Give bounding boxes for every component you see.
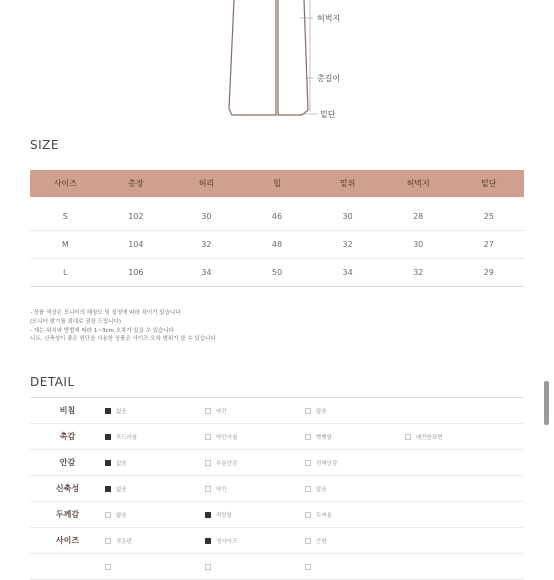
header-cell: 힙 [273, 179, 281, 188]
detail-options [105, 511, 524, 519]
detail-label: 안감 [59, 458, 76, 467]
table-cell: 32 [342, 240, 353, 249]
checked-box-icon [105, 460, 111, 466]
table-cell: M [61, 240, 69, 249]
pants-right-leg [278, 0, 308, 115]
header-cell: 밑단 [481, 179, 497, 188]
detail-row [30, 450, 524, 476]
detail-options [105, 537, 524, 545]
detail-option-label: 약간거침 [216, 434, 238, 441]
callout-thigh: 허벅지 [317, 14, 341, 23]
table-cell: 28 [413, 212, 424, 221]
detail-option [305, 511, 405, 519]
detail-option-label: 부분안감 [216, 460, 238, 467]
pants-drawing [0, 0, 554, 130]
detail-row [30, 424, 524, 450]
callout-length: 총길이 [317, 74, 341, 83]
unchecked-box-icon [305, 538, 311, 544]
unchecked-box-icon [405, 434, 411, 440]
detail-options [105, 433, 524, 441]
table-row [30, 231, 524, 259]
detail-options [105, 485, 524, 493]
detail-label: 신축성 [55, 484, 80, 493]
note-line: - 상품 색상은 모니터의 해상도 및 설정에 따라 차이가 있습니다 [30, 310, 181, 316]
detail-option [105, 459, 205, 467]
detail-option [305, 564, 405, 570]
detail-label: 사이즈 [55, 536, 80, 545]
size-table [30, 170, 524, 287]
unchecked-box-icon [305, 486, 311, 492]
table-cell: 48 [271, 240, 283, 249]
detail-options [105, 459, 524, 467]
unchecked-box-icon [305, 460, 311, 466]
unchecked-box-icon [105, 538, 111, 544]
unchecked-box-icon [205, 486, 211, 492]
detail-option [205, 407, 305, 415]
header-cell: 밑위 [339, 179, 356, 188]
detail-option [105, 485, 205, 493]
table-cell: 32 [413, 268, 424, 277]
detail-option [205, 537, 305, 545]
detail-option-label: 없음 [116, 408, 127, 415]
table-cell: 29 [483, 268, 494, 277]
table-cell: 27 [483, 240, 494, 249]
detail-option [405, 433, 505, 441]
note-line: 니트, 신축성이 좋은 원단을 사용한 상품은 사이즈 오차 범위가 클 수 있습니다 [30, 336, 216, 343]
size-section-title: SIZE [30, 138, 59, 152]
checked-box-icon [105, 434, 111, 440]
detail-options [105, 407, 524, 415]
checked-box-icon [205, 512, 211, 518]
header-cell: 사이즈 [53, 179, 77, 188]
detail-option-label: 두꺼움 [316, 512, 332, 519]
detail-row [30, 554, 524, 580]
detail-option-label: 작은편 [116, 538, 132, 545]
unchecked-box-icon [105, 512, 111, 518]
table-cell: 25 [483, 212, 494, 221]
pants-left-leg [229, 0, 276, 115]
detail-label: 비침 [59, 406, 76, 415]
unchecked-box-icon [305, 434, 311, 440]
detail-option [205, 564, 305, 570]
detail-options [105, 564, 524, 570]
detail-option-label: 부드러움 [116, 434, 138, 441]
callout-hem: 밑단 [320, 110, 336, 119]
unchecked-box-icon [305, 564, 311, 570]
detail-option [305, 407, 405, 415]
detail-option-label: 없음 [116, 460, 127, 467]
table-cell: 104 [128, 240, 144, 249]
table-cell: 32 [201, 240, 212, 249]
unchecked-box-icon [205, 434, 211, 440]
detail-label: 촉감 [59, 432, 76, 441]
unchecked-box-icon [205, 460, 211, 466]
detail-option-label: 전체안감 [316, 460, 338, 467]
unchecked-box-icon [305, 512, 311, 518]
table-cell: 30 [201, 212, 212, 221]
detail-table [30, 397, 524, 580]
detail-option-label: 큰편 [316, 538, 327, 545]
detail-option [305, 459, 405, 467]
table-cell: 30 [413, 240, 424, 249]
detail-option [205, 433, 305, 441]
detail-option-label: 많음 [316, 486, 327, 493]
checked-box-icon [105, 408, 111, 414]
detail-option-label: 매끈한표면 [416, 434, 443, 441]
unchecked-box-icon [205, 408, 211, 414]
detail-option [205, 459, 305, 467]
note-line: - 재는 위치와 방법에 따라 1~3cm 오차가 있을 수 있습니다 [30, 327, 174, 334]
detail-option [305, 433, 405, 441]
detail-option-label: 약간 [216, 486, 227, 493]
detail-option [105, 433, 205, 441]
header-cell: 총장 [128, 179, 144, 188]
detail-option [105, 511, 205, 519]
checked-box-icon [205, 538, 211, 544]
table-cell: 34 [342, 268, 353, 277]
table-cell: 46 [271, 212, 283, 221]
detail-label: 두께감 [55, 510, 80, 519]
detail-row [30, 398, 524, 424]
page-scrollbar[interactable] [544, 381, 549, 425]
detail-option-label: 없음 [116, 486, 127, 493]
unchecked-box-icon [105, 564, 111, 570]
table-cell: 34 [201, 268, 212, 277]
unchecked-box-icon [305, 408, 311, 414]
detail-option [305, 537, 405, 545]
detail-option [105, 564, 205, 570]
detail-option [205, 485, 305, 493]
table-cell: L [63, 268, 68, 277]
table-row [30, 259, 524, 287]
detail-option-label: 적당함 [216, 512, 232, 519]
table-cell: 30 [342, 212, 353, 221]
table-cell: S [62, 212, 68, 221]
table-row [30, 203, 524, 231]
detail-option-label: 정사이즈 [216, 538, 238, 545]
detail-option [205, 511, 305, 519]
detail-row [30, 476, 524, 502]
detail-option-label: 얇음 [116, 512, 127, 519]
header-cell: 허리 [198, 179, 215, 188]
detail-section-title: DETAIL [30, 375, 75, 389]
table-cell: 106 [128, 268, 144, 277]
detail-option-label: 뻣뻣함 [316, 434, 332, 441]
size-table-header [30, 170, 524, 197]
detail-option-label: 약간 [216, 408, 227, 415]
detail-option [305, 485, 405, 493]
note-line: (모니터 밝기를 최대로 권장 드립니다) [30, 318, 121, 325]
table-cell: 102 [128, 212, 144, 221]
detail-row [30, 528, 524, 554]
header-cell: 허벅지 [406, 179, 430, 188]
unchecked-box-icon [205, 564, 211, 570]
detail-row [30, 502, 524, 528]
detail-option [105, 407, 205, 415]
table-cell: 50 [271, 268, 283, 277]
size-notes [30, 309, 510, 344]
detail-option-label: 많음 [316, 408, 327, 415]
checked-box-icon [105, 486, 111, 492]
detail-option [105, 537, 205, 545]
